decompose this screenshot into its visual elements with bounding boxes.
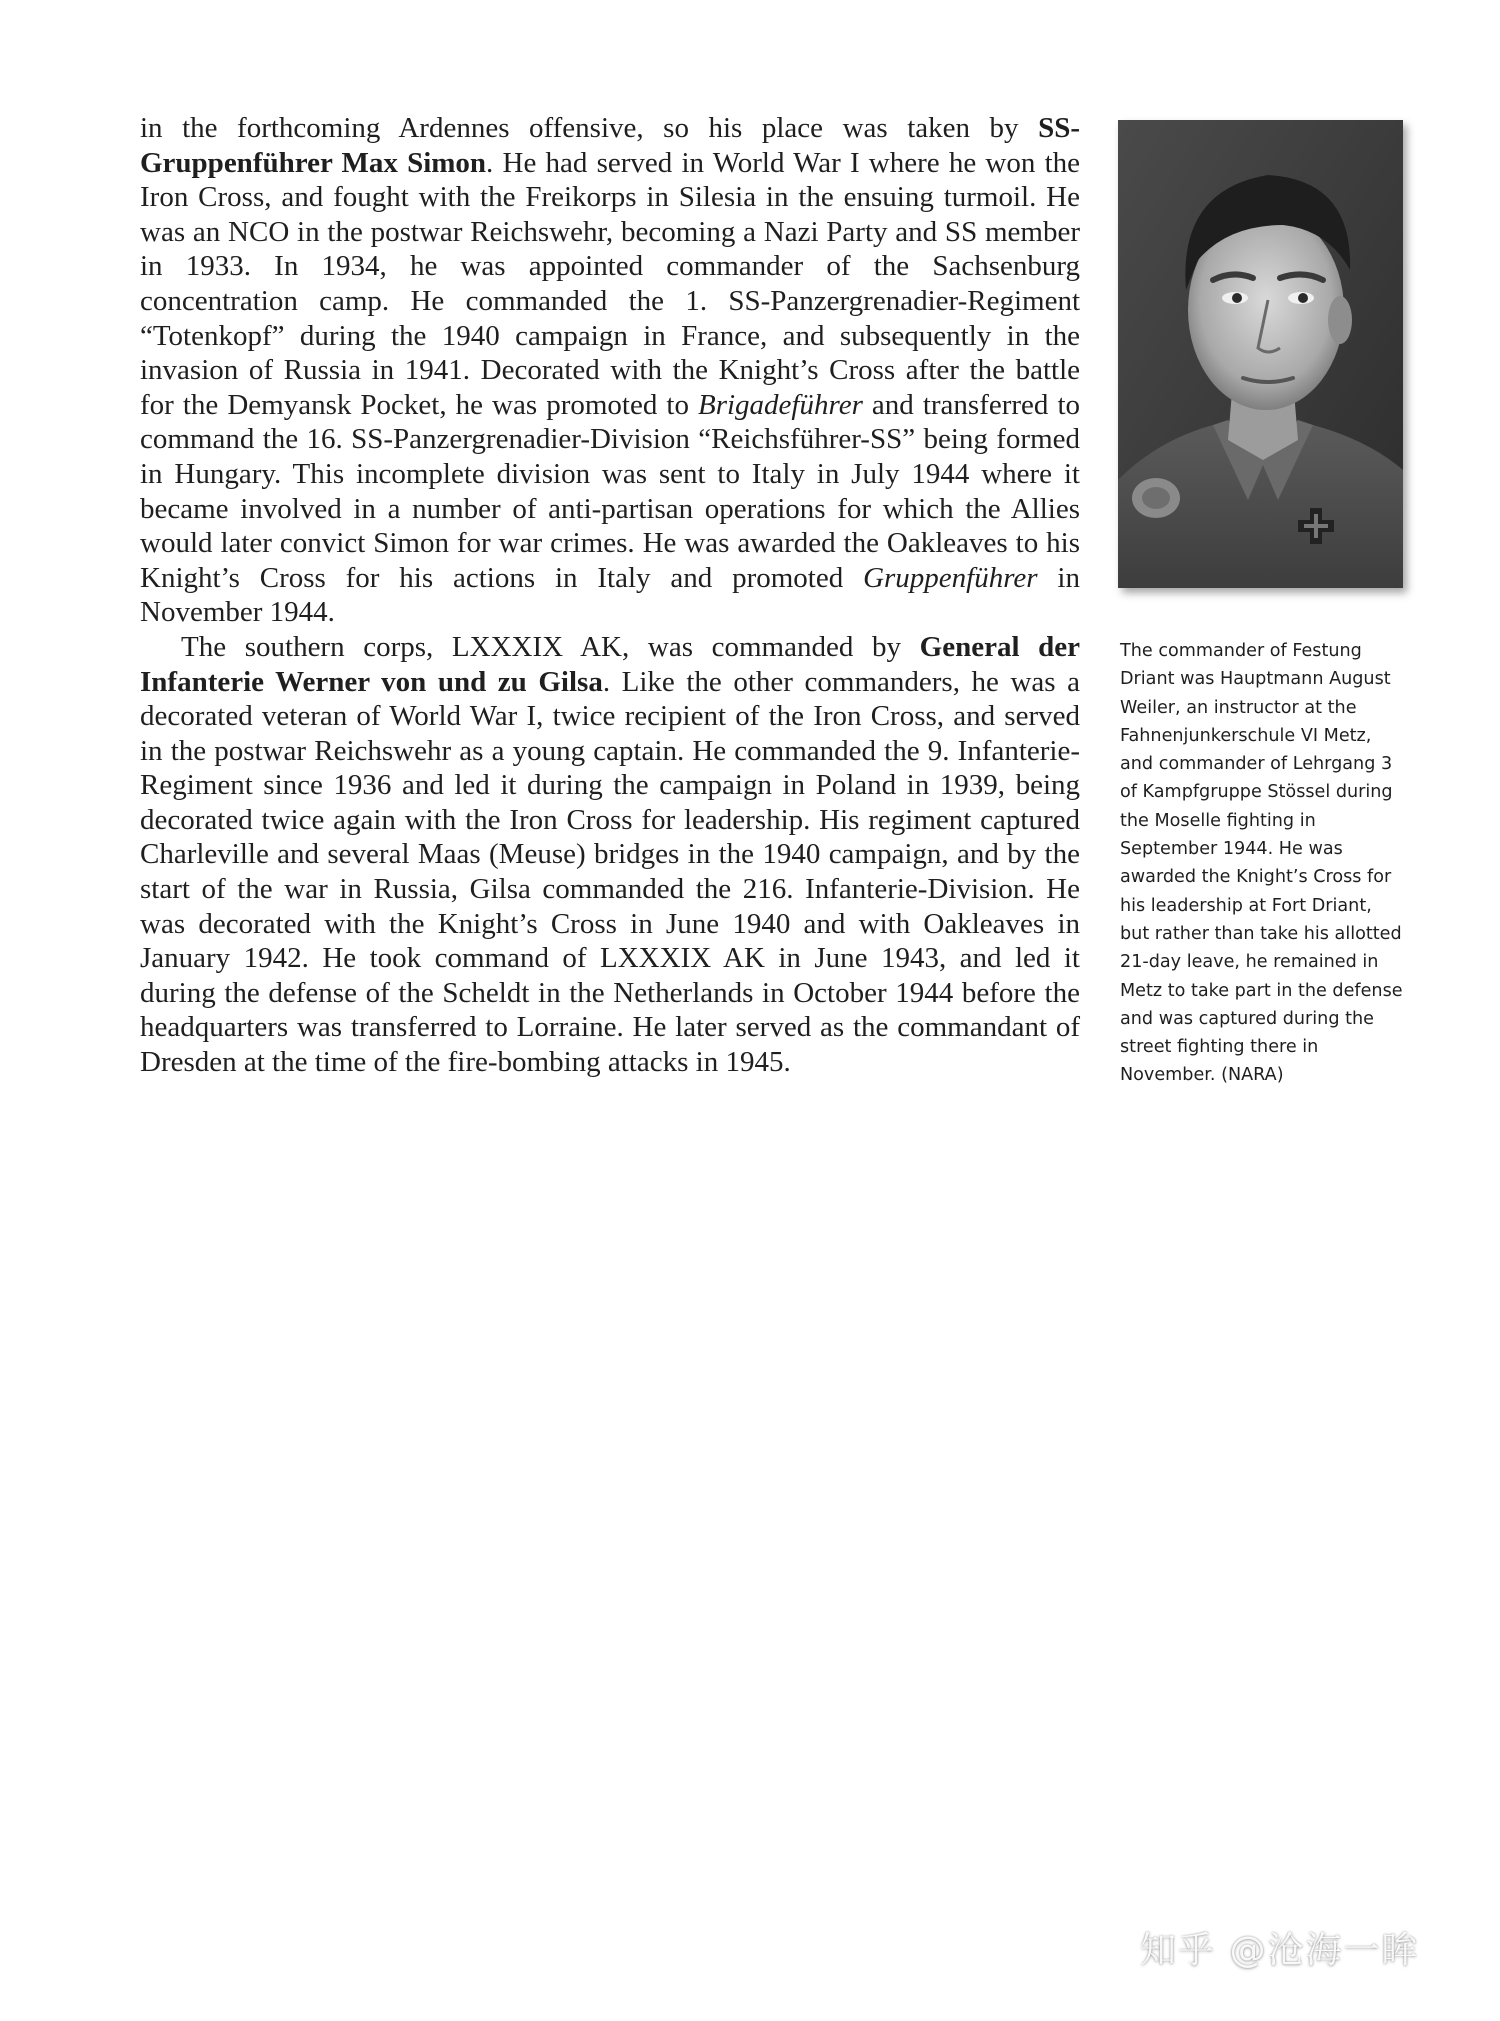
p1-intro: in the forthcoming Ardennes offensive, so his place was taken by: [140, 112, 1039, 144]
p2-name-bold: General der Infanterie Werner von und zu Gilsa: [140, 630, 1081, 698]
p1-rank2-italic: Gruppenführer: [863, 561, 1038, 594]
paragraph-simon: [140, 111, 1080, 630]
caption-line: and commander of Lehrgang 3: [1120, 754, 1393, 775]
caption-line: his leadership at Fort Driant,: [1120, 895, 1372, 916]
p1-part1: . He had served in World War I where he won the Iron Cross, and fought with the Freikorps in Silesia in the ensuing turmoil. He was an NCO in the postwar Reichswehr, becoming a Nazi Party and SS member in 1933. In 1934, he was appointed commander of the Sachsenburg concentration camp. He commanded the 1. SS-Panzergrenadier-Regiment “Totenkopf” during the 1940 campaign in France, and subsequently in the invasion of Russia in 1941. Decorated with the Knight’s Cross after the battle for the Demyansk Pocket, he was promoted to: [140, 146, 1080, 421]
p2-rest: . Like the other commanders, he was a decorated veteran of World War I, twice recipient of the Iron Cross, and served in the postwar Reichswehr as a young captain. He commanded the 9. Infanterie-Regiment since 1936 and led it during the campaign in Poland in 1939, being decorated twice again with the Iron Cross for leadership. His regiment captured Charleville and several Maas (Meuse) bridges in the 1940 campaign, and by the start of the war in Russia, Gilsa commanded the 216. Infanterie-Division. He was decorated with the Knight’s Cross in June 1940 and with Oakleaves in January 1942. He took command of LXXXIX AK in June 1943, and led it during the defense of the Scheldt in the Netherlands in October 1944 before the headquarters was transferred to Lorraine. He later served as the commandant of Dresden at the time of the fire-bombing attacks in 1945.: [140, 665, 1080, 1079]
paragraph-gilsa: [140, 630, 1080, 1080]
caption-line: the Moselle fighting in: [1120, 810, 1316, 831]
portrait-photo-image: [1118, 120, 1403, 588]
p1-part3: in November 1944.: [140, 561, 1080, 629]
p1-name-bold: SS-Gruppenführer Max Simon: [140, 112, 1080, 179]
caption-line: Weiler, an instructor at the: [1120, 697, 1357, 718]
caption-line: and was captured during the: [1120, 1008, 1374, 1029]
caption-line: 21-day leave, he remained in: [1120, 952, 1379, 973]
p1-rank1-italic: Brigadeführer: [698, 388, 863, 421]
caption-line: awarded the Knight’s Cross for: [1120, 867, 1392, 888]
caption-line: but rather than take his allotted: [1120, 923, 1402, 944]
caption-line: Fahnenjunkerschule VI Metz,: [1120, 725, 1372, 746]
p1-part2: and transferred to command the 16. SS-Panzergrenadier-Division “Reichsführer-SS” being formed in Hungary. This incomplete division was sent to Italy in July 1944 where it became involved in a number of anti-partisan operations for which the Allies would later convict Simon for war crimes. He was awarded the Oakleaves to his Knight’s Cross for his actions in Italy and promoted: [140, 388, 1081, 594]
portrait-photo: [1118, 120, 1403, 588]
caption-line: Driant was Hauptmann August: [1120, 669, 1391, 690]
watermark-text: 知乎 @沧海一眸: [1140, 1930, 1420, 1971]
caption-line: September 1944. He was: [1120, 839, 1343, 860]
caption-line: Metz to take part in the defense: [1120, 980, 1403, 1001]
caption-line: street fighting there in: [1120, 1037, 1319, 1058]
photo-caption: [1120, 637, 1420, 1090]
body-text: [140, 111, 1080, 1080]
p2-intro: The southern corps, LXXXIX AK, was commanded by: [181, 630, 920, 663]
caption-line: November. (NARA): [1120, 1065, 1284, 1086]
caption-line: of Kampfgruppe Stössel during: [1120, 782, 1393, 803]
caption-line: The commander of Festung: [1120, 641, 1362, 661]
